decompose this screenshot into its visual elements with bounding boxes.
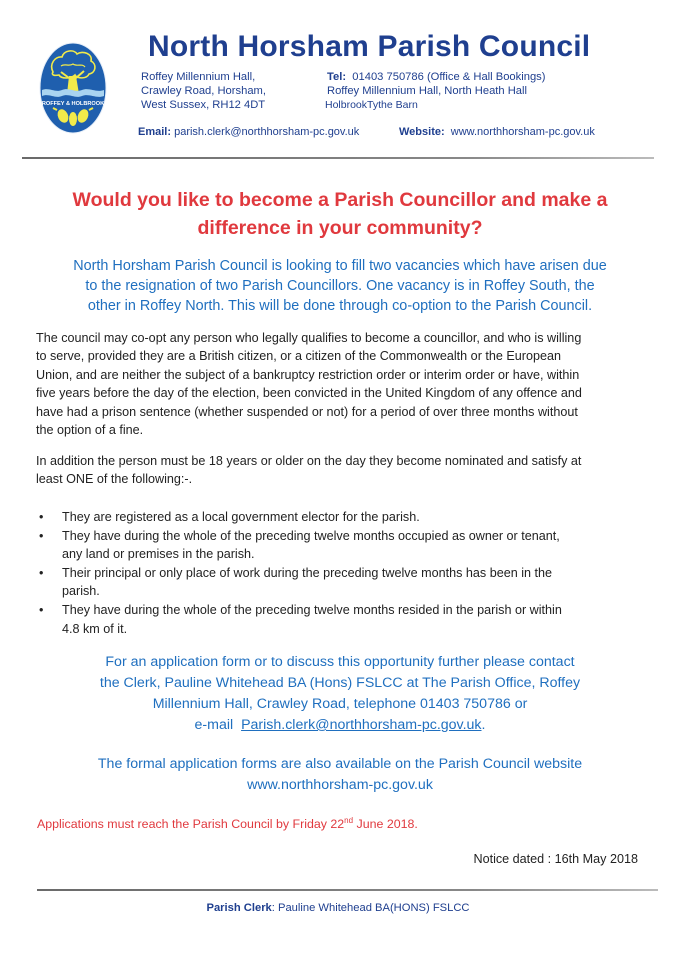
contact-line-3: Millennium Hall, Crawley Road, telephone 01403 750786 or [152,696,528,712]
eligibility-line: the option of a fine. [36,423,144,438]
telephone-line [327,70,546,84]
tel-value: 01403 750786 (Office & Hall Bookings) [352,71,546,83]
office-address [141,70,266,112]
address-line-2: Crawley Road, Horsham, [141,85,266,97]
clerk-email-link[interactable]: Parish.clerk@northhorsham-pc.gov.uk [241,717,482,733]
notice-date: Notice dated : 16th May 2018 [473,852,638,866]
clerk-name: : Pauline Whitehead BA(HONS) FSLCC [271,902,470,914]
headline-line-1: Would you like to become a Parish Councillor and make a [72,189,608,211]
requirement-line: least ONE of the following:-. [36,472,193,487]
deadline-suffix: June 2018. [353,817,418,831]
header-divider [22,157,654,159]
forms-line-1: The formal application forms are also available on the Parish Council website [97,756,583,772]
list-item-text: Their principal or only place of work during the preceding twelve months has been in the [62,565,553,580]
list-item-text: any land or premises in the parish. [62,547,255,562]
requirement-line: In addition the person must be 18 years or older on the day they become nominated and satisfy at [36,454,582,468]
bullet-icon: • [39,528,44,543]
clerk-label: Parish Clerk [206,902,272,914]
eligibility-paragraph [36,329,648,439]
application-deadline [37,817,418,831]
venues-line-1: Roffey Millennium Hall, North Heath Hall [327,85,528,97]
list-item [36,527,648,564]
intro-line-1: North Horsham Parish Council is looking to fill two vacancies which have arisen due [73,258,607,274]
eligibility-line: Union, and are neither the subject of a bankruptcy restriction order or interim order or have, within [36,367,580,382]
intro-line-3: other in Roffey North. This will be done through co-option to the Parish Council. [87,298,593,314]
email-label: Email: [138,126,172,138]
headline-line-2: difference in your community? [197,217,483,239]
svg-text:ROFFEY & HOLBROOK: ROFFEY & HOLBROOK [41,101,105,107]
header-website [399,126,595,138]
list-item-text: They have during the whole of the preceding twelve months occupied as owner or tenant, [62,528,560,543]
address-line-3: West Sussex, RH12 4DT [141,99,266,111]
deadline-prefix: Applications must reach the Parish Council by Friday 22 [37,817,345,831]
contact-block [327,70,546,112]
bullet-icon: • [39,565,44,580]
requirement-paragraph [36,452,648,489]
list-item-text: 4.8 km of it. [62,621,128,636]
list-item-text: They are registered as a local government elector for the parish. [62,510,420,524]
contact-line-1: For an application form or to discuss this opportunity further please contact [105,654,575,670]
header-email [138,126,359,138]
application-contact [20,652,660,736]
list-item-text: parish. [62,584,100,599]
list-item [36,508,648,527]
address-line-1: Roffey Millennium Hall, [141,71,256,83]
qualification-list [36,508,648,638]
contact-line-2: the Clerk, Pauline Whitehead BA (Hons) FSLCC at The Parish Office, Roffey [99,675,581,691]
vacancy-intro [20,256,660,316]
email-suffix: . [481,717,486,733]
bullet-icon: • [39,602,44,617]
eligibility-line: five years before the day of the election, been convicted in the United Kingdom of any offence and [36,386,582,401]
list-item [36,564,648,601]
list-item [36,601,648,638]
venues-line-2: HolbrookTythe Barn [325,99,418,111]
website-label: Website: [399,126,445,138]
council-logo [39,42,107,134]
eligibility-line: have had a prison sentence (whether suspended or not) for a period of over three months without [36,404,578,419]
intro-line-2: to the resignation of two Parish Councillors. One vacancy is in Roffey South, the [85,278,595,294]
deadline-ordinal: nd [344,816,354,825]
contact-line-4 [20,715,660,736]
forms-availability [20,754,660,796]
list-item-text: They have during the whole of the preceding twelve months resided in the parish or within [62,602,562,617]
bullet-icon: • [39,510,44,524]
email-link[interactable]: parish.clerk@northhorsham-pc.gov.uk [174,126,360,138]
website-link[interactable]: www.northhorsham-pc.gov.uk [450,126,595,138]
email-prefix: e-mail [194,717,234,733]
tel-label: Tel: [327,71,347,83]
council-title: North Horsham Parish Council [148,30,591,63]
footer-divider [37,889,658,891]
eligibility-line: The council may co-opt any person who legally qualifies to become a councillor, and who is willing [36,331,582,345]
oak-tree-crest-icon [39,42,107,134]
eligibility-line: to serve, provided they are a British citizen, or a citizen of the Commonwealth or the European [36,349,562,364]
footer-clerk [0,902,676,914]
website-url[interactable]: www.northhorsham-pc.gov.uk [247,777,433,793]
headline [20,186,660,242]
